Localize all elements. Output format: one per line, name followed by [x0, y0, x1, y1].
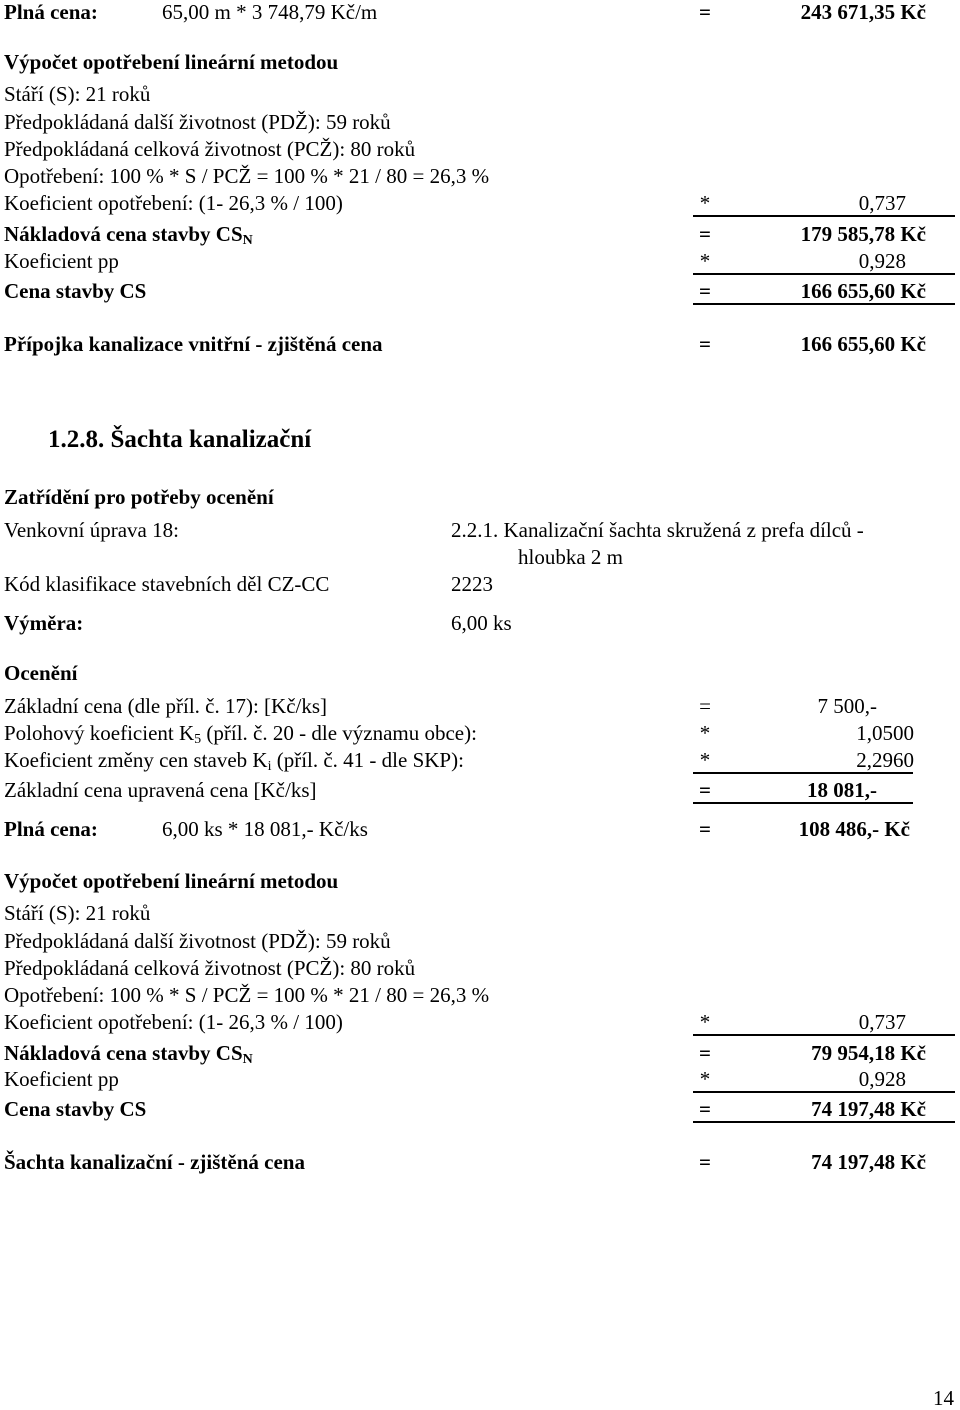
determined-price-label: Přípojka kanalizace vnitřní - zjištěná cena [4, 332, 383, 356]
building-price-value: 74 197,48 Kč [811, 1097, 926, 1121]
wear-calc-title: Výpočet opotřebení lineární metodou [4, 50, 339, 74]
separator-line [693, 215, 955, 217]
wear-coefficient-value: 0,737 [858, 1010, 906, 1034]
classification-title: Zatřídění pro potřeby ocenění [4, 485, 274, 509]
building-price-operator: = [699, 279, 711, 303]
building-price-operator: = [699, 1097, 711, 1121]
separator-line [693, 273, 955, 275]
cost-price-label: Nákladová cena stavby $CS_N$ [4, 222, 253, 248]
page-number: 14 [933, 1386, 954, 1410]
separator-line [693, 1034, 955, 1036]
remaining-life-line: Předpokládaná další životnost (PDŽ): 59 roků [4, 929, 391, 953]
outdoor-adjustment-value: 2.2.1. Kanalizační šachta skružená z prefa dílců - [451, 518, 864, 542]
pp-coefficient-value: 0,928 [858, 1067, 906, 1091]
wear-coefficient-label: Koeficient opotřebení: (1- 26,3 % / 100) [4, 1010, 343, 1034]
base-price-label: Základní cena (dle příl. č. 17): [Kč/ks] [4, 694, 328, 718]
full-price-operator: = [699, 0, 711, 24]
classification-code-label: Kód klasifikace stavebních děl CZ-CC [4, 572, 330, 596]
pp-coefficient-label: Koeficient pp [4, 249, 119, 273]
cost-price-value: 79 954,18 Kč [811, 1041, 926, 1065]
wear-line: Opotřebení: 100 % * S / PCŽ = 100 % * 21 / 80 = 26,3 % [4, 983, 490, 1007]
building-price-label: Cena stavby CS [4, 279, 147, 303]
separator-line [693, 1121, 955, 1123]
location-coefficient-operator: * [699, 721, 711, 745]
classification-code-value: 2223 [451, 572, 493, 596]
pp-coefficient-operator: * [699, 249, 711, 273]
determined-price-operator: = [699, 1150, 711, 1174]
full-price-formula: 65,00 m * 3 748,79 Kč/m [162, 0, 378, 24]
valuation-title: Ocenění [4, 661, 78, 685]
wear-line: Opotřebení: 100 % * S / PCŽ = 100 % * 21 / 80 = 26,3 % [4, 164, 490, 188]
cost-price-operator: = [699, 222, 711, 246]
cost-price-value: 179 585,78 Kč [800, 222, 926, 246]
base-price-value: 7 500,- [817, 694, 877, 718]
building-price-value: 166 655,60 Kč [800, 279, 926, 303]
wear-coefficient-operator: * [699, 191, 711, 215]
price-change-coefficient-operator: * [699, 748, 711, 772]
separator-line [693, 1091, 955, 1093]
pp-coefficient-label: Koeficient pp [4, 1067, 119, 1091]
quantity-value: 6,00 ks [451, 611, 512, 635]
adjusted-price-value: 18 081,- [807, 778, 877, 802]
wear-coefficient-operator: * [699, 1010, 711, 1034]
remaining-life-line: Předpokládaná další životnost (PDŽ): 59 roků [4, 110, 391, 134]
pp-coefficient-operator: * [699, 1067, 711, 1091]
age-line: Stáří (S): 21 roků [4, 901, 151, 925]
full-price-label: Plná cena: [4, 0, 98, 24]
full-price-value: 243 671,35 Kč [800, 0, 926, 24]
wear-calc-title: Výpočet opotřebení lineární metodou [4, 869, 339, 893]
wear-coefficient-value: 0,737 [858, 191, 906, 215]
cost-price-label: Nákladová cena stavby $CS_N$ [4, 1041, 253, 1067]
adjusted-price-operator: = [699, 778, 711, 802]
separator-line [693, 303, 955, 305]
age-line: Stáří (S): 21 roků [4, 82, 151, 106]
determined-price-label: Šachta kanalizační - zjištěná cena [4, 1150, 305, 1174]
quantity-label: Výměra: [4, 611, 84, 635]
full-price-operator: = [699, 817, 711, 841]
section-heading: 1.2.8. Šachta kanalizační [48, 426, 312, 453]
total-life-line: Předpokládaná celková životnost (PCŽ): 80 roků [4, 137, 416, 161]
outdoor-adjustment-label: Venkovní úprava 18: [4, 518, 179, 542]
location-coefficient-value: 1,0500 [856, 721, 914, 745]
cost-price-operator: = [699, 1041, 711, 1065]
full-price-label: Plná cena: [4, 817, 98, 841]
pp-coefficient-value: 0,928 [858, 249, 906, 273]
separator-line [693, 802, 913, 804]
adjusted-price-label: Základní cena upravená cena [Kč/ks] [4, 778, 317, 802]
full-price-formula: 6,00 ks * 18 081,- Kč/ks [162, 817, 368, 841]
outdoor-adjustment-value-cont: hloubka 2 m [518, 545, 623, 569]
location-coefficient-label: Polohový koeficient $K_5$ (příl. č. 20 - dle významu obce): [4, 721, 477, 747]
price-change-coefficient-label: Koeficient změny cen staveb $K_i$ (příl. č. 41 - dle SKP): [4, 748, 464, 774]
building-price-label: Cena stavby CS [4, 1097, 147, 1121]
determined-price-value: 166 655,60 Kč [800, 332, 926, 356]
price-change-coefficient-value: 2,2960 [856, 748, 914, 772]
determined-price-operator: = [699, 332, 711, 356]
separator-line [693, 772, 913, 774]
full-price-value: 108 486,- Kč [798, 817, 910, 841]
base-price-operator: = [699, 694, 711, 718]
wear-coefficient-label: Koeficient opotřebení: (1- 26,3 % / 100) [4, 191, 343, 215]
total-life-line: Předpokládaná celková životnost (PCŽ): 80 roků [4, 956, 416, 980]
determined-price-value: 74 197,48 Kč [811, 1150, 926, 1174]
